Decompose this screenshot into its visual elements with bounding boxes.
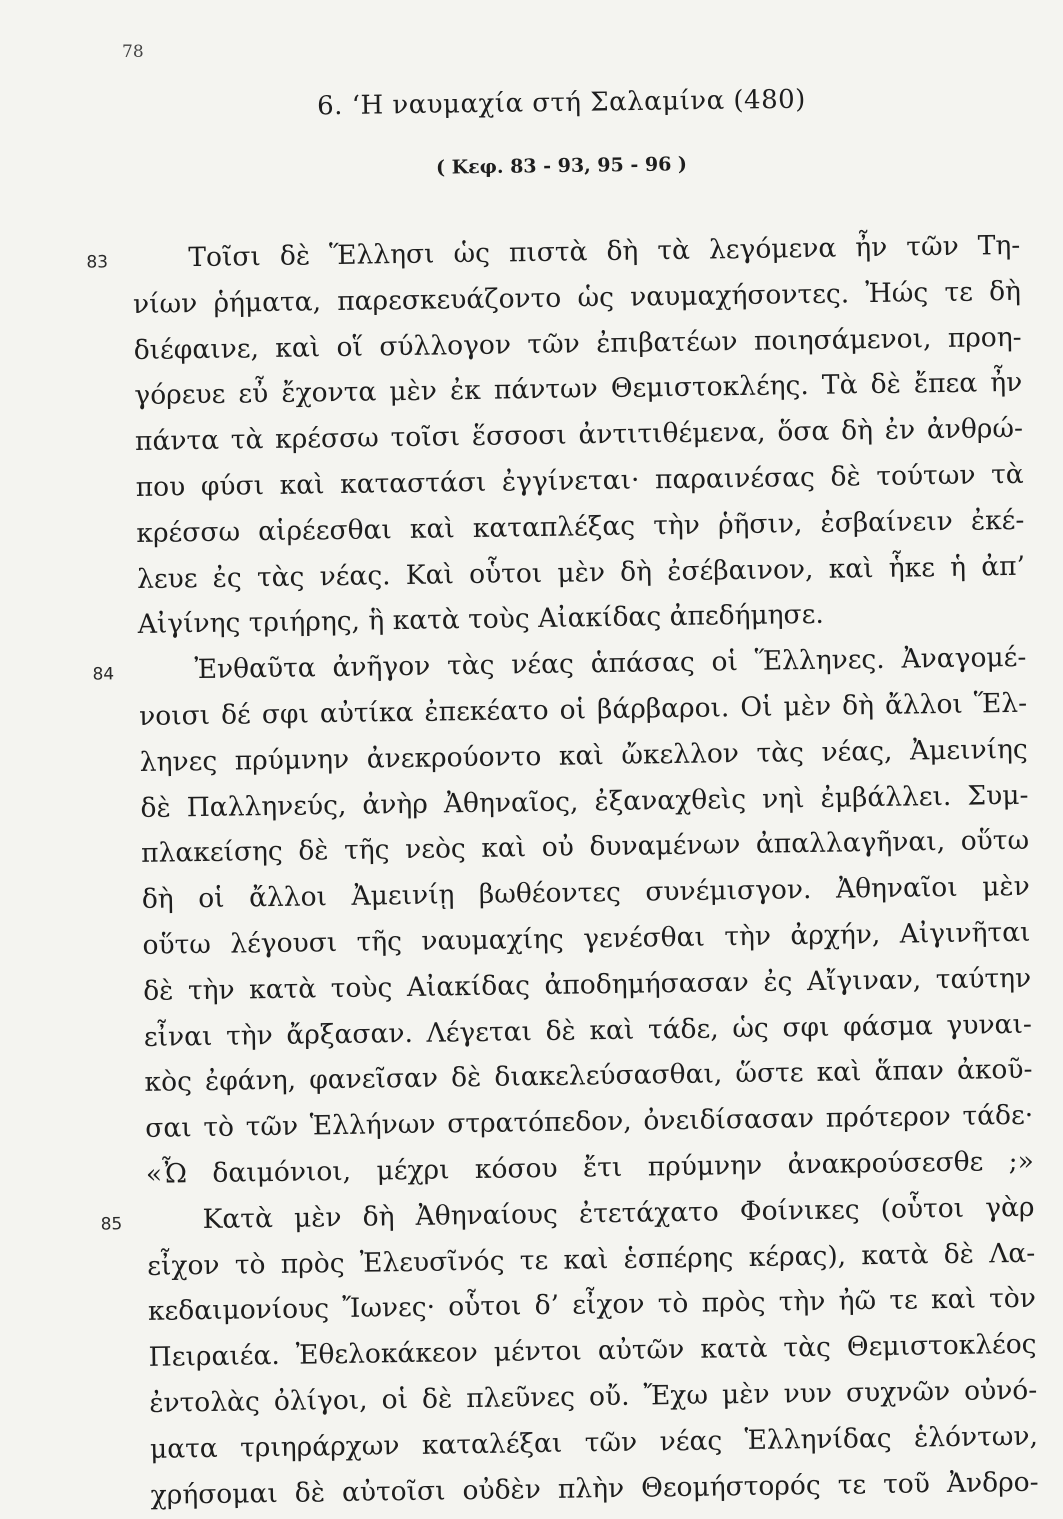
text-line: νίων ῥήματα, παρεσκευάζοντο ὡς ναυμαχήσοντες. Ἠώς τε δὴ [132,275,1022,320]
text-line: πλακείσης δὲ τῆς νεὸς καὶ οὐ δυναμένων ἀπαλλαγῆναι, οὕτω [140,825,1030,870]
text-line: δὲ Παλληνεύς, ἀνὴρ Ἀθηναῖος, ἐξαναχθεὶς νηὶ ἐμβάλλει. Συμ- [140,779,1029,824]
text-line: δὲ τὴν κατὰ τοὺς Αἰακίδας ἀποδημήσασαν ἐς Αἴγιναν, ταύτην [142,962,1032,1007]
text-line: πάντα τὰ κρέσσω τοῖσι ἕσσοσι ἀντιτιθέμενα, ὅσα δὴ ἐν ἀνθρώ- [134,412,1024,458]
text-line: γόρευε εὖ ἔχοντα μὲν ἐκ πάντων Θεμιστοκλέης. Τὰ δὲ ἔπεα ἦν [134,367,1023,412]
chapter-range: ( Κεφ. 83 - 93, 95 - 96 ) [435,153,688,179]
line-text: Κατὰ μὲν δὴ Ἀθηναίους ἐτετάχατο Φοίνικες (οὗτοι γὰρ [202,1191,1035,1235]
chapter-number: 84 [92,664,115,685]
text-line: κρέσσω αἱρέεσθαι καὶ καταπλέξας τὴν ῥῆσιν, ἐσβαίνειν ἐκέ- [136,504,1025,549]
text-line: Αἰγίνης τριήρης, ἣ κατὰ τοὺς Αἰακίδας ἀπεδήμησε. [137,599,825,641]
text-line: ματα τριηράρχων καταλέξαι τῶν νέας Ἑλληνίδας ἑλόντων, [149,1420,1039,1465]
text-line: διέφαινε, καὶ οἵ σύλλογον τῶν ἐπιβατέων ποιησάμενοι, προη- [133,321,1022,366]
text-line: εἶχον τὸ πρὸς Ἐλευσῖνός τε καὶ ἑσπέρης κέρας), κατὰ δὲ Λα- [147,1237,1036,1282]
chapter-number: 83 [86,252,109,273]
section-heading: 6. ‘Η ναυμαχία στή Σαλαμίνα (480) [316,84,807,122]
greek-text-body [86,223,1039,1518]
text-line: λευε ἐς τὰς νέας. Καὶ οὗτοι μὲν δὴ ἐσέβαινον, καὶ ἧκε ἡ ἀπ’ [136,550,1026,595]
text-line: οὕτω λέγουσι τῆς ναυμαχίης γενέσθαι τὴν ἀρχήν, Αἰγινῆται [142,916,1031,961]
text-line: νοισι δέ σφι αὐτίκα ἐπεκέατο οἱ βάρβαροι. Οἱ μὲν δὴ ἄλλοι Ἕλ- [138,687,1028,732]
text-line: κεδαιμονίους Ἴωνες· οὗτοι δ’ εἶχον τὸ πρὸς τὴν ἠῶ τε καὶ τὸν [147,1283,1037,1328]
text-line: ἐντολὰς ὀλίγοι, οἱ δὲ πλεῦνες οὔ. Ἔχω μὲν νυν συχνῶν οὐνό- [149,1374,1038,1419]
text-line: που φύσι καὶ καταστάσι ἐγγίνεται· παραινέσας δὲ τούτων τὰ [135,458,1024,503]
line-text: Ἐνθαῦτα ἀνῆγον τὰς νέας ἁπάσας οἱ Ἕλληνες. Ἀναγομέ- [194,641,1027,686]
page-number: 78 [122,42,144,62]
text-line: χρήσομαι δὲ αὐτοῖσι οὐδὲν πλὴν Θεομήστορός τε τοῦ Ἀνδρο- [150,1466,1039,1511]
text-line: «Ὦ δαιμόνιοι, μέχρι κόσου ἔτι πρύμνην ἀνακρούσεσθε ;» [145,1145,1035,1190]
text-line: Πειραιέα. Ἐθελοκάκεον μέντοι αὐτῶν κατὰ τὰς Θεμιστοκλέος [148,1328,1037,1373]
text-line: σαι τὸ τῶν Ἑλλήνων στρατόπεδον, ὀνειδίσασαν πρότερον τάδε· [145,1099,1034,1145]
chapter-number: 85 [100,1213,123,1235]
line-text: Τοῖσι δὲ Ἕλλησι ὡς πιστὰ δὴ τὰ λεγόμενα ἦν τῶν Τη- [188,229,1021,274]
text-line: εἶναι τὴν ἄρξασαν. Λέγεται δὲ καὶ τάδε, ὡς σφι φάσμα γυναι- [143,1008,1033,1053]
text-line: ληνες πρύμνην ἀνεκρούοντο καὶ ὤκελλον τὰς νέας, Ἀμεινίης [139,733,1028,778]
text-line: κὸς ἐφάνη, φανεῖσαν δὲ διακελεύσασθαι, ὥστε καὶ ἅπαν ἀκοῦ- [144,1054,1033,1099]
text-line: δὴ οἱ ἄλλοι Ἀμεινίῃ βωθέοντες συνέμισγον. Ἀθηναῖοι μὲν [141,870,1030,916]
